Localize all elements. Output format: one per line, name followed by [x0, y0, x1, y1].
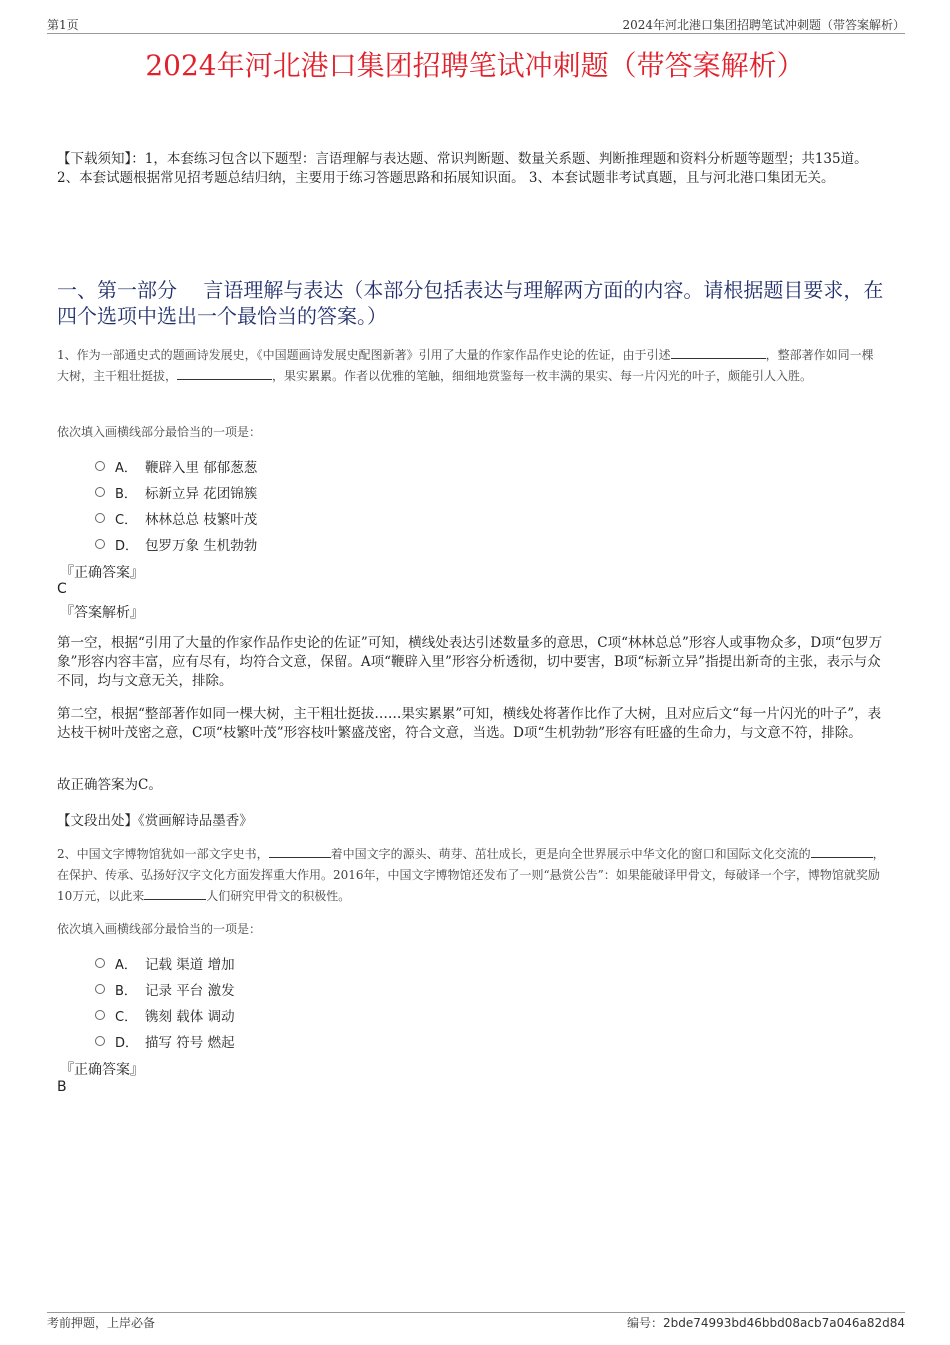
answer-label: 『正确答案』 [60, 565, 144, 581]
question-2-stem: 2、中国文字博物馆犹如一部文字史书， 着中国文字的源头、萌芽、茁壮成长，更是向全世界展示中华文化的窗口和国际文化交流的 ，在保护、传承、弘扬好汉字文化方面发挥重大作用。2016年，中国文字博物馆还发布了一则“悬赏公告”：如果能破译甲骨文，每破译一个字，博物馆就奖励10万元，以此来 人们研究甲骨文的积极性。 [57, 847, 885, 903]
footer-slogan: 考前押题，上岸必备 [47, 1316, 156, 1330]
option-d[interactable]: D． 包罗万象 生机勃勃 [95, 531, 257, 557]
question-2-prompt: 依次填入画横线部分最恰当的一项是： [57, 922, 262, 936]
document-title: 2024年河北港口集团招聘笔试冲刺题（带答案解析） [145, 49, 805, 82]
download-notice: 【下载须知】：1，本套练习包含以下题型：言语理解与表达题、常识判断题、数量关系题、判断推理题和资料分析题等题型；共135道。 2、本套试题根据常见招考题总结归纳，主要用于练习答题思路和拓展知识面。 3、本套试题非考试真题，且与河北港口集团无关。 [57, 151, 868, 186]
blank-2 [177, 367, 272, 380]
option-b[interactable]: B． 标新立异 花团锦簇 [95, 479, 257, 505]
section-heading: 一、第一部分 言语理解与表达（本部分包括表达与理解两方面的内容。请根据题目要求，在四个选项中选出一个最恰当的答案。） [57, 278, 884, 328]
radio-icon[interactable] [95, 487, 105, 497]
passage-source: 【文段出处】《赏画解诗品墨香》 [57, 813, 253, 829]
blank-2 [811, 845, 873, 858]
option-c[interactable]: C． 林林总总 枝繁叶茂 [95, 505, 257, 531]
option-a[interactable]: A． 记载 渠道 增加 [95, 950, 235, 976]
blank-3 [144, 887, 206, 900]
page-number: 第1页 [47, 18, 79, 32]
radio-icon[interactable] [95, 461, 105, 471]
question-2-options [95, 950, 235, 1054]
radio-icon[interactable] [95, 1036, 105, 1046]
answer-value: C [57, 581, 67, 597]
blank-1 [269, 845, 331, 858]
page-header [47, 14, 905, 34]
footer-divider [47, 1312, 905, 1313]
radio-icon[interactable] [95, 1010, 105, 1020]
analysis-label: 『答案解析』 [60, 605, 144, 621]
question-1-stem: 1、作为一部通史式的题画诗发展史，《中国题画诗发展史配图新著》引用了大量的作家作品作史论的佐证，由于引述 ，整部著作如同一棵大树，主干粗壮挺拔， ，果实累累。作者以优雅的笔触，细细地赏鉴每一枚丰满的果实、每一片闪光的叶子，颇能引人入胜。 [57, 348, 874, 383]
header-divider [47, 33, 905, 34]
analysis-paragraph-1: 第一空，根据“引用了大量的作家作品作史论的佐证”可知，横线处表达引述数量多的意思，C项“林林总总”形容人或事物众多，D项“包罗万象”形容内容丰富，应有尽有，均符合文意，保留。A项“鞭辟入里”形容分析透彻，切中要害，B项“标新立异”指提出新奇的主张，表示与众不同，均与文意无关，排除。 [57, 635, 883, 689]
option-b[interactable]: B． 记录 平台 激发 [95, 976, 235, 1002]
option-a[interactable]: A． 鞭辟入里 郁郁葱葱 [95, 453, 257, 479]
radio-icon[interactable] [95, 513, 105, 523]
question-1-options [95, 453, 257, 557]
footer-code: 编号：2bde74993bd46bbd08acb7a046a82d84 [626, 1316, 905, 1330]
radio-icon[interactable] [95, 539, 105, 549]
question-1-prompt: 依次填入画横线部分最恰当的一项是： [57, 425, 262, 439]
analysis-paragraph-2: 第二空，根据“整部著作如同一棵大树，主干粗壮挺拔……果实累累”可知，横线处将著作比作了大树，且对应后文“每一片闪光的叶子”，表达枝干树叶茂密之意，C项“枝繁叶茂”形容枝叶繁盛茂密，符合文意，当选。D项“生机勃勃”形容有旺盛的生命力，与文意不符，排除。 [57, 706, 882, 741]
answer-label: 『正确答案』 [60, 1062, 144, 1078]
radio-icon[interactable] [95, 958, 105, 968]
analysis-conclusion: 故正确答案为C。 [57, 777, 162, 793]
answer-value: B [57, 1079, 67, 1095]
blank-1 [671, 346, 766, 359]
header-doc-title: 2024年河北港口集团招聘笔试冲刺题（带答案解析） [622, 18, 905, 32]
option-c[interactable]: C． 镌刻 载体 调动 [95, 1002, 235, 1028]
radio-icon[interactable] [95, 984, 105, 994]
option-d[interactable]: D． 描写 符号 燃起 [95, 1028, 235, 1054]
